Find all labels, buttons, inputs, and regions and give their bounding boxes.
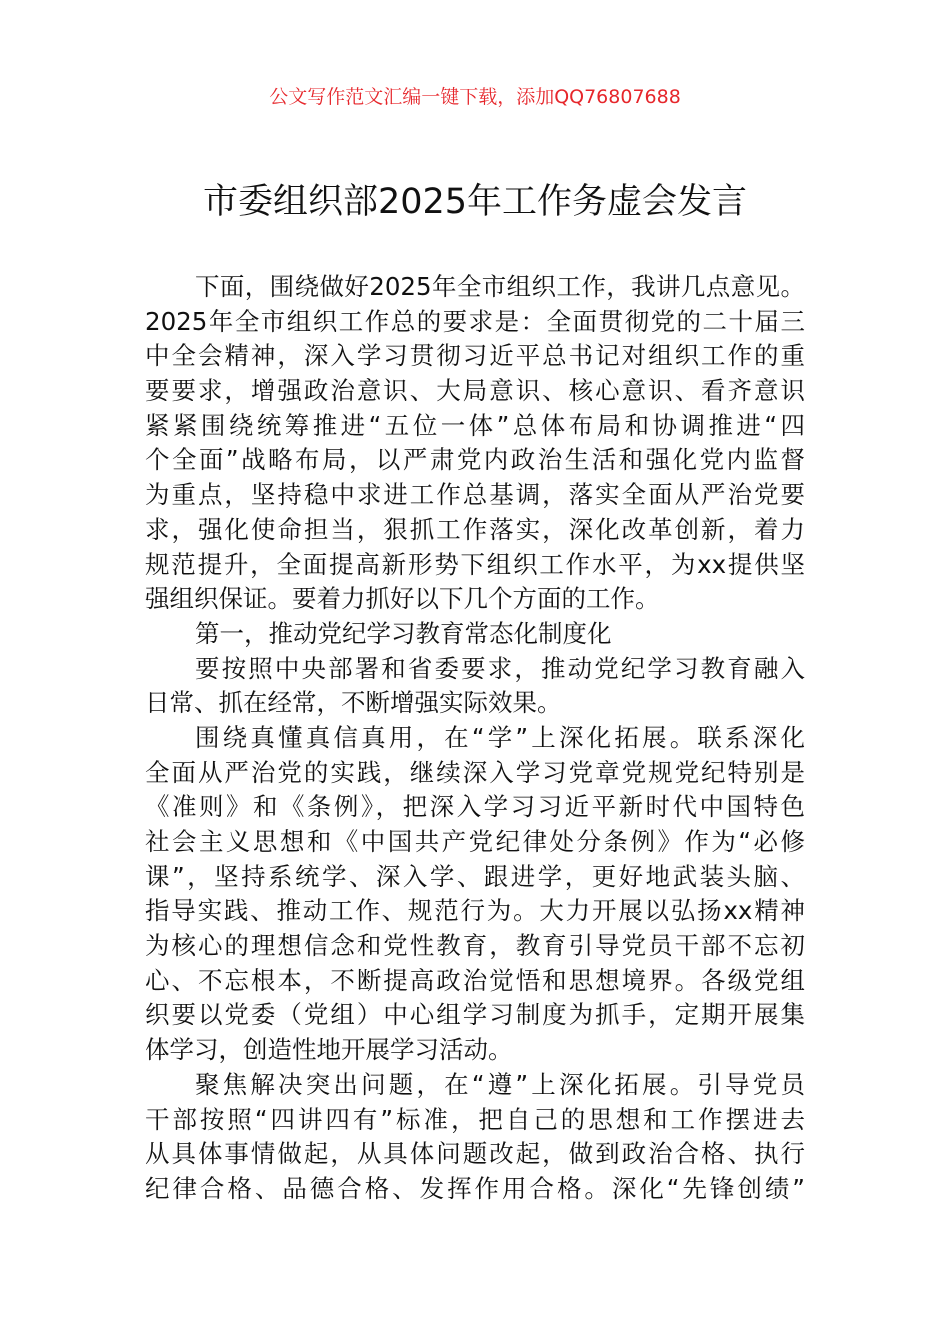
- text-line: 心、不忘根本，不断提高政治觉悟和思想境界。各级党组: [145, 965, 805, 995]
- text-line: 《准则》和《条例》，把深入学习习近平新时代中国特色: [145, 792, 805, 822]
- text-line: 干部按照“四讲四有”标准，把自己的思想和工作摆进去: [145, 1104, 805, 1134]
- paragraph: [145, 617, 805, 652]
- text-line: 体学习，创造性地开展学习活动。: [145, 1035, 513, 1065]
- text-line: 为核心的理想信念和党性教育，教育引导党员干部不忘初: [145, 931, 805, 961]
- text-line: 强组织保证。要着力抓好以下几个方面的工作。: [145, 584, 660, 614]
- text-line: 求，强化使命担当，狠抓工作落实，深化改革创新，着力: [145, 514, 805, 544]
- text-line: 纪律合格、品德合格、发挥作用合格。深化“先锋创绩”: [145, 1173, 805, 1203]
- text-line: 2025年全市组织工作总的要求是：全面贯彻党的二十届三: [145, 306, 805, 336]
- text-line: 要要求，增强政治意识、大局意识、核心意识、看齐意识: [145, 376, 805, 406]
- text-line: 中全会精神，深入学习贯彻习近平总书记对组织工作的重: [145, 341, 805, 371]
- text-line: 规范提升，全面提高新形势下组织工作水平，为xx提供坚: [145, 549, 805, 579]
- paragraph: [145, 1068, 805, 1207]
- text-line: 日常、抓在经常，不断增强实际效果。: [145, 688, 562, 718]
- text-line: 指导实践、推动工作、规范行为。大力开展以弘扬xx精神: [145, 896, 805, 926]
- text-line: 为重点，坚持稳中求进工作总基调，落实全面从严治党要: [145, 480, 805, 510]
- text-line: 从具体事情做起，从具体问题改起，做到政治合格、执行: [145, 1139, 805, 1169]
- document-body: [145, 270, 805, 1207]
- text-line: 围绕真懂真信真用，在“学”上深化拓展。联系深化: [195, 722, 805, 752]
- text-line: 聚焦解决突出问题，在“遵”上深化拓展。引导党员: [195, 1069, 805, 1099]
- text-line: 要按照中央部署和省委要求，推动党纪学习教育融入: [195, 653, 805, 683]
- paragraph: [145, 721, 805, 1068]
- text-line: 课”，坚持系统学、深入学、跟进学，更好地武装头脑、: [145, 861, 805, 891]
- text-line: 第一，推动党纪学习教育常态化制度化: [195, 618, 612, 648]
- watermark-header: 公文写作范文汇编一键下载，添加QQ76807688: [269, 86, 681, 108]
- text-line: 个全面”战略布局，以严肃党内政治生活和强化党内监督: [145, 445, 805, 475]
- text-line: 紧紧围绕统筹推进“五位一体”总体布局和协调推进“四: [145, 410, 805, 440]
- text-line: 织要以党委（党组）中心组学习制度为抓手，定期开展集: [145, 1000, 805, 1030]
- document-title: 市委组织部2025年工作务虚会发言: [202, 182, 748, 222]
- text-line: 下面，围绕做好2025年全市组织工作，我讲几点意见。: [195, 272, 805, 301]
- paragraph: [145, 652, 805, 721]
- paragraph: [145, 270, 805, 617]
- text-line: 全面从严治党的实践，继续深入学习党章党规党纪特别是: [145, 757, 805, 787]
- text-line: 社会主义思想和《中国共产党纪律处分条例》作为“必修: [145, 827, 805, 856]
